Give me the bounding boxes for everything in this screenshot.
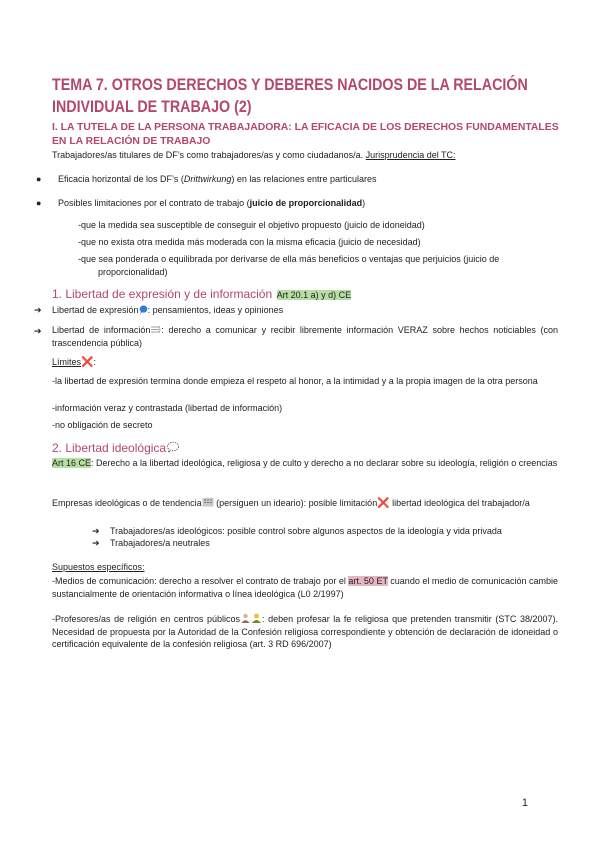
subsection-heading: 1. Libertad de expresión y de información Art 20.1 a) y d) CE bbox=[52, 287, 352, 301]
limit-item: -la libertad de expresión termina donde empieza el respeto al honor, a la intimidad y a la propia imagen de la otra persona bbox=[52, 376, 538, 386]
arrow-icon: ➔ bbox=[92, 526, 100, 536]
bullet-icon: ● bbox=[36, 174, 42, 184]
speech-bubble-icon bbox=[139, 305, 148, 314]
arrow-item: Trabajadores/a neutrales bbox=[110, 538, 210, 548]
arrow-item: Libertad de información : derecho a comunicar y recibir libremente información VERAZ sobre hechos noticiables (con trascendencia pública) bbox=[52, 325, 559, 348]
bullet-item: Eficacia horizontal de los DF’s (Drittwirkung) en las relaciones entre particulares bbox=[58, 174, 377, 184]
cross-icon: ❌ bbox=[377, 498, 390, 509]
arrow-icon: ➔ bbox=[34, 305, 42, 315]
arrow-item: Trabajadores/as ideológicos: posible control sobre algunos aspectos de la ideología y vida privada bbox=[110, 526, 502, 536]
limits-label-line: Límites❌: bbox=[52, 357, 96, 368]
newspaper-icon bbox=[150, 325, 161, 334]
sub-item: -que no exista otra medida más moderada con la misma eficacia (juicio de necesidad) bbox=[78, 237, 421, 247]
person-icon bbox=[251, 613, 262, 623]
drittwirkung-term: Drittwirkung bbox=[183, 174, 232, 184]
page-number: 1 bbox=[521, 797, 528, 809]
arrow-icon: ➔ bbox=[92, 538, 100, 548]
jurisprudence-label: Jurisprudencia del TC: bbox=[365, 150, 456, 160]
limit-item: -información veraz y contrastada (libertad de información) bbox=[52, 403, 283, 413]
companies-paragraph: Empresas ideológicas o de tendencia (persiguen un ideario): posible limitación❌ libertad ideológica del trabajador/a bbox=[52, 498, 530, 509]
section-heading: I. LA TUTELA DE LA PERSONA TRABAJADORA: LA EFICACIA DE LOS DERECHOS FUNDAMENTALES EN LA RELACIÓN DE TRABAJO bbox=[52, 122, 559, 147]
article-reference: Art 20.1 a) y d) CE bbox=[276, 290, 352, 300]
page-title: TEMA 7. OTROS DERECHOS Y DEBERES NACIDOS DE LA RELACIÓN INDIVIDUAL DE TRABAJO (2) bbox=[52, 75, 528, 116]
arrow-item: Libertad de expresión : pensamientos, ideas y opiniones bbox=[52, 305, 284, 315]
case-item: -Medios de comunicación: derecho a resolver el contrato de trabajo por el art. 50 ET cuando el medio de comunicación cambie sustancialmente de orientación informativa o línea ideológica (L0 2/1997) bbox=[52, 576, 558, 599]
thought-bubble-icon bbox=[166, 441, 180, 453]
sub-item: -que la medida sea susceptible de conseguir el objetivo propuesto (juicio de idoneidad) bbox=[78, 220, 425, 230]
case-item: -Profesores/as de religión en centros públicos : deben profesar la fe religiosa que pretenden transmitir (STC 38/2007). Necesidad de propuesta por la Autoridad de la Confesión religiosa correspondiente y obtención de declaración de idoneidad o certificación equivalente de la confesión religiosa (art. 3 RD 696/2007) bbox=[52, 614, 558, 649]
article-reference: art. 50 ET bbox=[348, 576, 388, 586]
cases-label: Supuestos específicos: bbox=[52, 562, 145, 572]
proportionality-term: juicio de proporcionalidad bbox=[249, 198, 363, 208]
subsection-heading: 2. Libertad ideológica bbox=[52, 439, 180, 457]
article-paragraph: Art 16 CE: Derecho a la libertad ideológica, religiosa y de culto y derecho a no declarar sobre su ideología, religión o creencias bbox=[52, 458, 558, 468]
building-icon bbox=[202, 497, 214, 507]
bullet-item: Posibles limitaciones por el contrato de trabajo (juicio de proporcionalidad) bbox=[58, 198, 366, 208]
article-reference: Art 16 CE bbox=[52, 458, 92, 468]
sub-item: -que sea ponderada o equilibrada por derivarse de ella más beneficios o ventajas que perjuicios (juicio de proporcionalidad) bbox=[78, 254, 500, 277]
intro-text: Trabajadores/as titulares de DF’s como trabajadores/as y como ciudadanos/a. bbox=[52, 150, 366, 160]
bullet-icon: ● bbox=[36, 198, 42, 208]
limit-item: -no obligación de secreto bbox=[52, 420, 153, 430]
intro-paragraph bbox=[52, 149, 562, 162]
arrow-icon: ➔ bbox=[34, 326, 42, 336]
teacher-icon bbox=[240, 613, 251, 623]
cross-icon: ❌ bbox=[81, 357, 94, 368]
